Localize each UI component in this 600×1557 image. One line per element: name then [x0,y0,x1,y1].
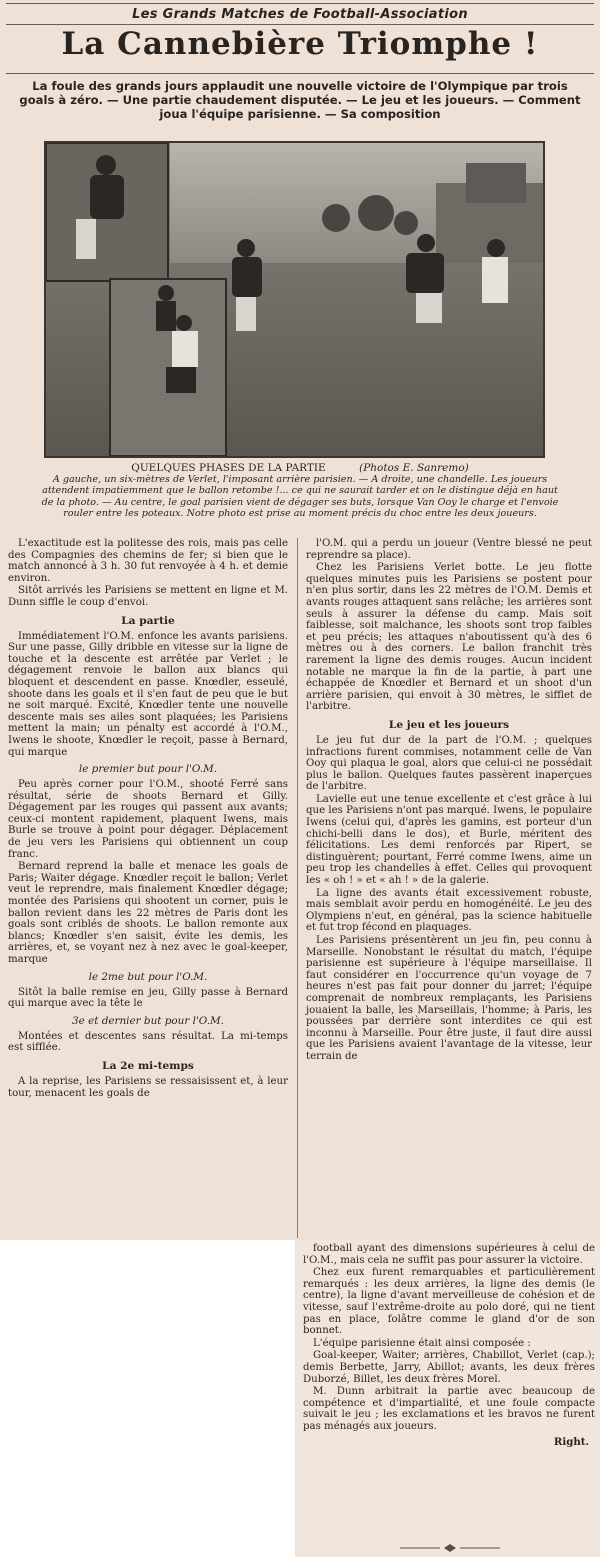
paragraph: Immédiatement l'O.M. enfonce les avants parisiens. Sur une passe, Gilly dribble en vitesse sur la ligne de touche et la descente est arrêtée par Verlet ; le dégagement renvoie le ballon aux blancs qui bloquent et descendent en passe. Knœdler, esseulé, shoote dans les goals et il s'en faut de peu que le but ne soit marqué. Excité, Knœdler tente une nouvelle descente mais ses ailes sont plaquées; les Parisiens mettent la main; un pénalty est accordé à l'O.M., Iwens le shoote, Knœdler le reçoit, passe à Bernard, qui marque [8,630,288,758]
match-photo-image [46,143,543,456]
paragraph: Bernard reprend la balle et menace les goals de Paris; Waiter dégage. Knœdler reçoit le ballon; Verlet veut le reprendre, mais finalement Knœdler dégage; montée des Parisiens qui shootent un corner, puis le ballon revient dans les 22 mètres de Paris dont les goals sont criblés de shoots. Le ballon remonte aux blancs; Knœdler s'en saisit, évite les demis, les arrières, et, se voyant nez à nez avec le goal-keeper, marque [8,861,288,965]
column-right [306,538,592,1064]
paragraph: Montées et descentes sans résultat. La mi-temps est sifflée. [8,1030,288,1054]
subhead-premier-but: le premier but pour l'O.M. [78,763,218,776]
paragraph: La ligne des avants était excessivement robuste, mais semblait avoir perdu en homogénéité. Le jeu des Olympiens n'eut, en général, pas la science habituelle et fut trop fécond en plaquages. [306,887,592,934]
match-photo [44,141,545,458]
end-ornament [400,1544,500,1552]
photo-caption: A gauche, un six-mètres de Verlet, l'imposant arrière parisien. — A droite, une chandelle. Les joueurs attendent impatiemment que le ballon retombe !... ce qui ne saurait tarder et on le distingue déjà en haut de la photo. — Au centre, le goal parisien vient de dégager ses buts, lorsque Van Ooy le charge et l'envoie rouler entre les poteaux. Notre photo est prise au moment précis du choc entre les deux joueurs. [41,474,559,519]
subhead-dernier-but: 3e et dernier but pour l'O.M. [72,1014,224,1027]
photo-title: QUELQUES PHASES DE LA PARTIE [131,462,326,474]
subhead-la-partie: La partie [121,614,175,627]
subhead-deuxieme-but: le 2me but pour l'O.M. [88,970,208,983]
deck: La foule des grands jours applaudit une nouvelle victoire de l'Olympique par trois goals à zéro. — Une partie chaudement disputée. — Le jeu et les joueurs. — Comment joua l'équipe parisienne. — Sa composition [19,79,581,121]
top-rule [6,3,594,4]
paragraph: L'exactitude est la politesse des rois, mais pas celle des Compagnies des chemins de fer; si bien que le match annoncé à 3 h. 30 fut renvoyée à 4 h. et demie environ. [8,538,288,584]
paragraph: Le jeu fut dur de la part de l'O.M. ; quelques infractions furent commises, notamment celle de Van Ooy qui plaqua le goal, alors que celui-ci ne possédait plus le ballon. Quelques fautes passèrent inaperçues de l'arbitre. [306,734,592,793]
paragraph: Chez les Parisiens Verlet botte. Le jeu flotte quelques minutes puis les Parisiens se postent pour n'en plus sortir, dans les 22 mètres de l'O.M. Demis et avants rouges attaquent sans relâche; les arrières sont seuls à assurer la défense du camp. Mais soit faiblesse, soit malchance, les shoots sont trop faibles et peu précis; les attaques n'aboutissent qu'à des 6 mètres ou à des corners. Le ballon franchit très rarement la ligne des demis rouges. Aucun incident notable ne marque la fin de la partie, à part une échappée de Knœdler et Bernard et un shoot d'un arrière parisien, qui envoit à 30 mètres, le sifflet de l'arbitre. [306,562,592,713]
paragraph: M. Dunn arbitrait la partie avec beaucoup de compétence et d'impartialité, et une foule compacte suivait le jeu ; les exclamations et les bravos ne furent pas ménagés aux joueurs. [303,1386,595,1432]
paragraph: Sitôt arrivés les Parisiens se mettent en ligne et M. Dunn siffle le coup d'envoi. [8,585,288,608]
column-continuation [303,1243,595,1448]
paragraph: football ayant des dimensions supérieures à celui de l'O.M., mais cela ne suffit pas pour assurer la victoire. [303,1243,595,1266]
paragraph: A la reprise, les Parisiens se ressaisissent et, à leur tour, menacent les goals de [8,1075,288,1099]
paragraph: Sitôt la balle remise en jeu, Gilly passe à Bernard qui marque avec la tête le [8,986,288,1010]
headline-rule [6,73,594,74]
headline: La Cannebière Triomphe ! [61,26,539,62]
paragraph: Chez eux furent remarquables et particulièrement remarqués : les deux arrières, la ligne des demis (le centre), la ligne d'avant merveilleuse de cohésion et de vitesse, sauf l'extrême-droite au polo doré, qui ne tient pas en place, folâtre comme le gland d'or de son bonnet. [303,1267,595,1337]
column-rule [297,538,298,1238]
paragraph: Lavielle eut une tenue excellente et c'est grâce à lui que les Parisiens n'ont pas marqué. Iwens, le populaire Iwens (celui qui, d'après les gamins, est porteur d'un chichi-belli dans le dos), et Burle, méritent des félicitations. Les demi renforcés par Ripert, se distinguèrent; pourtant, Ferré comme Iwens, aime un peu trop les chandelles à effet. Celles qui provoquent les « oh ! » et « ah ! » de la galerie. [306,793,592,887]
paragraph: Peu après corner pour l'O.M., shooté Ferré sans résultat, série de shoots Bernard et Gilly. Dégagement par les rouges qui passent aux avants; ceux-ci montent rapidement, plaquent Iwens, mais Burle se trouve à point pour dégager. Déplacement de jeu vers les Parisiens qui obtiennent un coup franc. [8,779,288,860]
column-left [8,538,288,1100]
photo-credit: (Photos E. Sanremo) [359,462,469,474]
paragraph: l'O.M. qui a perdu un joueur (Ventre blessé ne peut reprendre sa place). [306,538,592,561]
kicker-rule [6,24,594,25]
signature: Right. [553,1435,589,1448]
paragraph: Goal-keeper, Waiter; arrières, Chabillot, Verlet (cap.); demis Berbette, Jarry, Abillot; avants, les deux frères Duborzé, Billet, les deux frères Morel. [303,1350,595,1385]
subhead-le-jeu: Le jeu et les joueurs [388,718,510,731]
paragraph: L'équipe parisienne était ainsi composée : [313,1337,531,1349]
subhead-mi-temps: La 2e mi-temps [102,1059,194,1072]
photo-caption-title [0,462,600,474]
kicker: Les Grands Matches de Football-Association [132,7,468,22]
paragraph: Les Parisiens présentèrent un jeu fin, peu connu à Marseille. Nonobstant le résultat du match, l'équipe parisienne est supérieure à l'équipe marseillaise. Il faut considérer en l'occurrence qu'un voyage de 7 heures n'est pas fait pour donner du jarret; l'équipe comprenait de nombreux remplaçants, les Parisiens jouaient la balle, les Marseillais, l'homme; à Paris, les poussées par derrière sont interdites ce qui est inconnu à Marseille. Pour être juste, il faut dire aussi que les Parisiens avaient l'avantage de la vitesse, leur terrain de [306,935,592,1062]
